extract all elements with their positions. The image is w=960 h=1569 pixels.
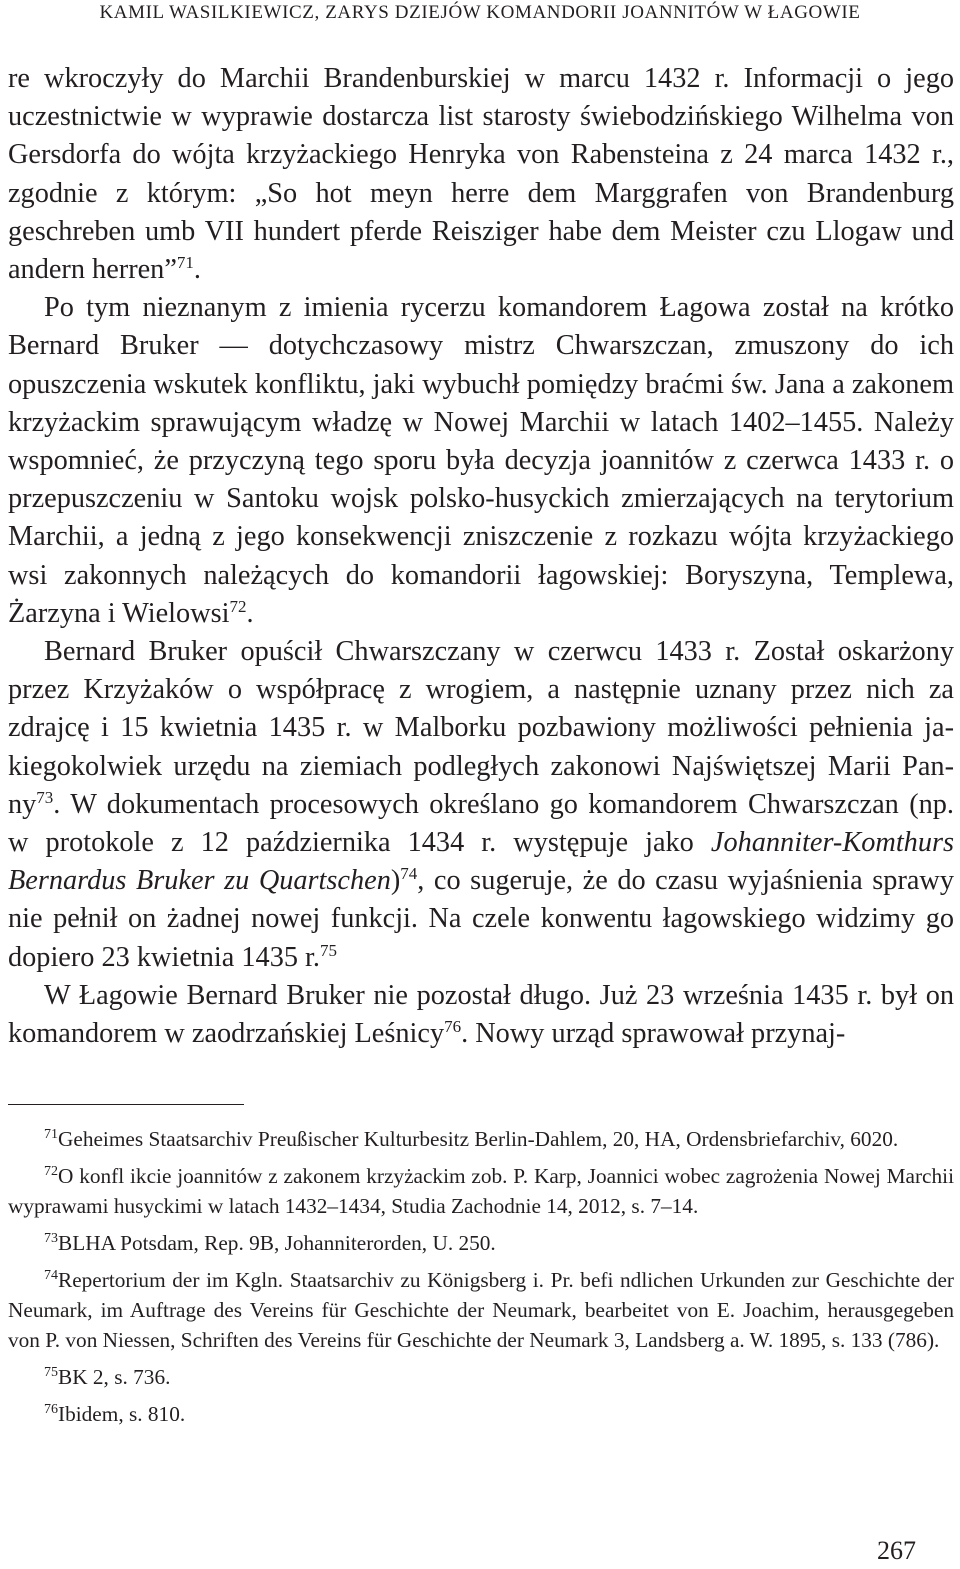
main-text — [8, 60, 954, 1053]
footnote-number: 72 — [44, 1164, 58, 1179]
footnote-number: 76 — [44, 1402, 58, 1417]
paragraph — [8, 60, 954, 289]
footnote-ref[interactable]: 75 — [320, 940, 337, 960]
paragraph — [8, 289, 954, 633]
footnote-ref[interactable]: 74 — [400, 864, 418, 884]
footnote-ref[interactable]: 76 — [444, 1017, 462, 1037]
footnote — [8, 1228, 954, 1258]
footnote-ref[interactable]: 73 — [36, 787, 54, 807]
running-head: KAMIL WASILKIEWICZ, ZARYS DZIEJÓW KOMANDORII JOANNITÓW W ŁAGOWIE — [99, 2, 861, 23]
footnote-number: 75 — [44, 1365, 58, 1380]
footnote-text: Repertorium der im Kgln. Staatsarchiv zu Königsberg i. Pr. befi ndlichen Urkunden zur Geschichte der Neumark, im Auftrage des Vereins für Geschichte der Neumark, bearbeitet von E. Joachim, herausgegeben von P. von Niessen, Schriften des Vereins für Geschichte der Neumark 3, Landsberg a. W. 1895, s. 133 (786). — [8, 1268, 954, 1352]
paragraph-text: Bernard Bruker opuścił Chwarszczany w czerwcu 1433 r. Został oskarżony przez Krzyżaków o współpracę z wrogiem, a następnie uznany przez nich za zdrajcę i 15 kwietnia 1435 r. w Malborku pozbawiony możliwości pełnienia jakiegokolwiek urzędu na ziemiach podległych zakonowi Najświętszej Marii Panny — [8, 636, 954, 820]
italic-title: Johanniter-Komthurs Bernardus Bruker zu Quartschen — [8, 827, 954, 897]
footnote-separator — [8, 1104, 244, 1105]
paragraph-text: . — [193, 254, 201, 286]
footnote-number: 71 — [44, 1127, 58, 1142]
paragraph — [8, 633, 954, 977]
footnote-text: Geheimes Staatsarchiv Preußischer Kulturbesitz Berlin-Dahlem, 20, HA, Ordensbriefarchiv, 6020. — [58, 1127, 899, 1151]
footnote-text: BK 2, s. 736. — [58, 1365, 171, 1389]
footnote — [8, 1161, 954, 1221]
footnote-number: 73 — [44, 1231, 58, 1246]
paragraph-text: Po tym nieznanym z imienia rycerzu komandorem Łagowa został na krótko Bernard Bruker — dotychczasowy mistrz Chwarszczan, zmuszony do ich opuszczenia wskutek konfliktu, jaki wybuchł pomiędzy braćmi św. Jana a zakonem krzyżackim sprawującym władzę w Nowej Marchii w latach 1402–1455. Należy wspomnieć, że przyczyną tego sporu była decyzja joannitów z czerwca 1433 r. o przepuszczeniu w Santoku wojsk polsko-husyckich zmierzających na terytorium Marchii, a jedną z jego konsekwencji zniszczenie z rozkazu wójta krzyżackiego wsi zakonnych należących do komandorii łagowskiej: Boryszyna, Templewa, Żarzyna i Wielowsi — [8, 292, 954, 629]
footnote — [8, 1124, 954, 1154]
footnote-number: 74 — [44, 1268, 58, 1283]
footnote-text: O konfl ikcie joannitów z zakonem krzyżackim zob. P. Karp, Joannici wobec zagrożenia Nowej Marchii wyprawami husyckimi w latach 1432–1434, Studia Zachodnie 14, 2012, s. 7–14. — [8, 1164, 954, 1218]
page-number: 267 — [877, 1536, 916, 1565]
footnote — [8, 1399, 954, 1429]
footnote-text: Ibidem, s. 810. — [58, 1402, 186, 1426]
paragraph-text: . Nowy urząd sprawował przynaj- — [461, 1018, 846, 1050]
footnote-text: BLHA Potsdam, Rep. 9B, Johanniterorden, U. 250. — [58, 1231, 496, 1255]
paragraph — [8, 977, 954, 1053]
paragraph-text: re wkroczyły do Marchii Brandenburskiej w marcu 1432 r. Informacji o jego uczestnictwie w wyprawie dostarcza list starosty świebodzińskiego Wilhelma von Gersdorfa do wójta krzyżackiego Henryka von Rabensteina z 24 marca 1432 r., zgodnie z którym: „So hot meyn herre dem Marggrafen von Brandenburg geschreben umb VII hundert pferde Reisziger habe dem Meister czu Llogaw und andern herren” — [8, 63, 954, 286]
paragraph-text: . W dokumentach procesowych określano go komandorem Chwarszczan (np. w protokole z 12 października 1434 r. występuje jako — [8, 788, 954, 859]
footnote — [8, 1265, 954, 1355]
footnote — [8, 1362, 954, 1392]
footnotes — [8, 1124, 954, 1436]
paragraph-text: . — [246, 597, 254, 629]
footnote-ref[interactable]: 72 — [229, 596, 247, 616]
paragraph-text: ) — [390, 865, 401, 897]
footnote-ref[interactable]: 71 — [176, 253, 194, 273]
paragraph-text: , co sugeruje, że do czasu wyjaśnienia sprawy nie pełnił on żadnej nowej funkcji. Na czele konwentu łagowskiego widzimy go dopiero 23 kwietnia 1435 r. — [8, 865, 955, 973]
paragraph-text: W Łagowie Bernard Bruker nie pozostał długo. Już 23 września 1435 r. był on komandorem w zaodrzańskiej Leśnicy — [8, 979, 954, 1050]
